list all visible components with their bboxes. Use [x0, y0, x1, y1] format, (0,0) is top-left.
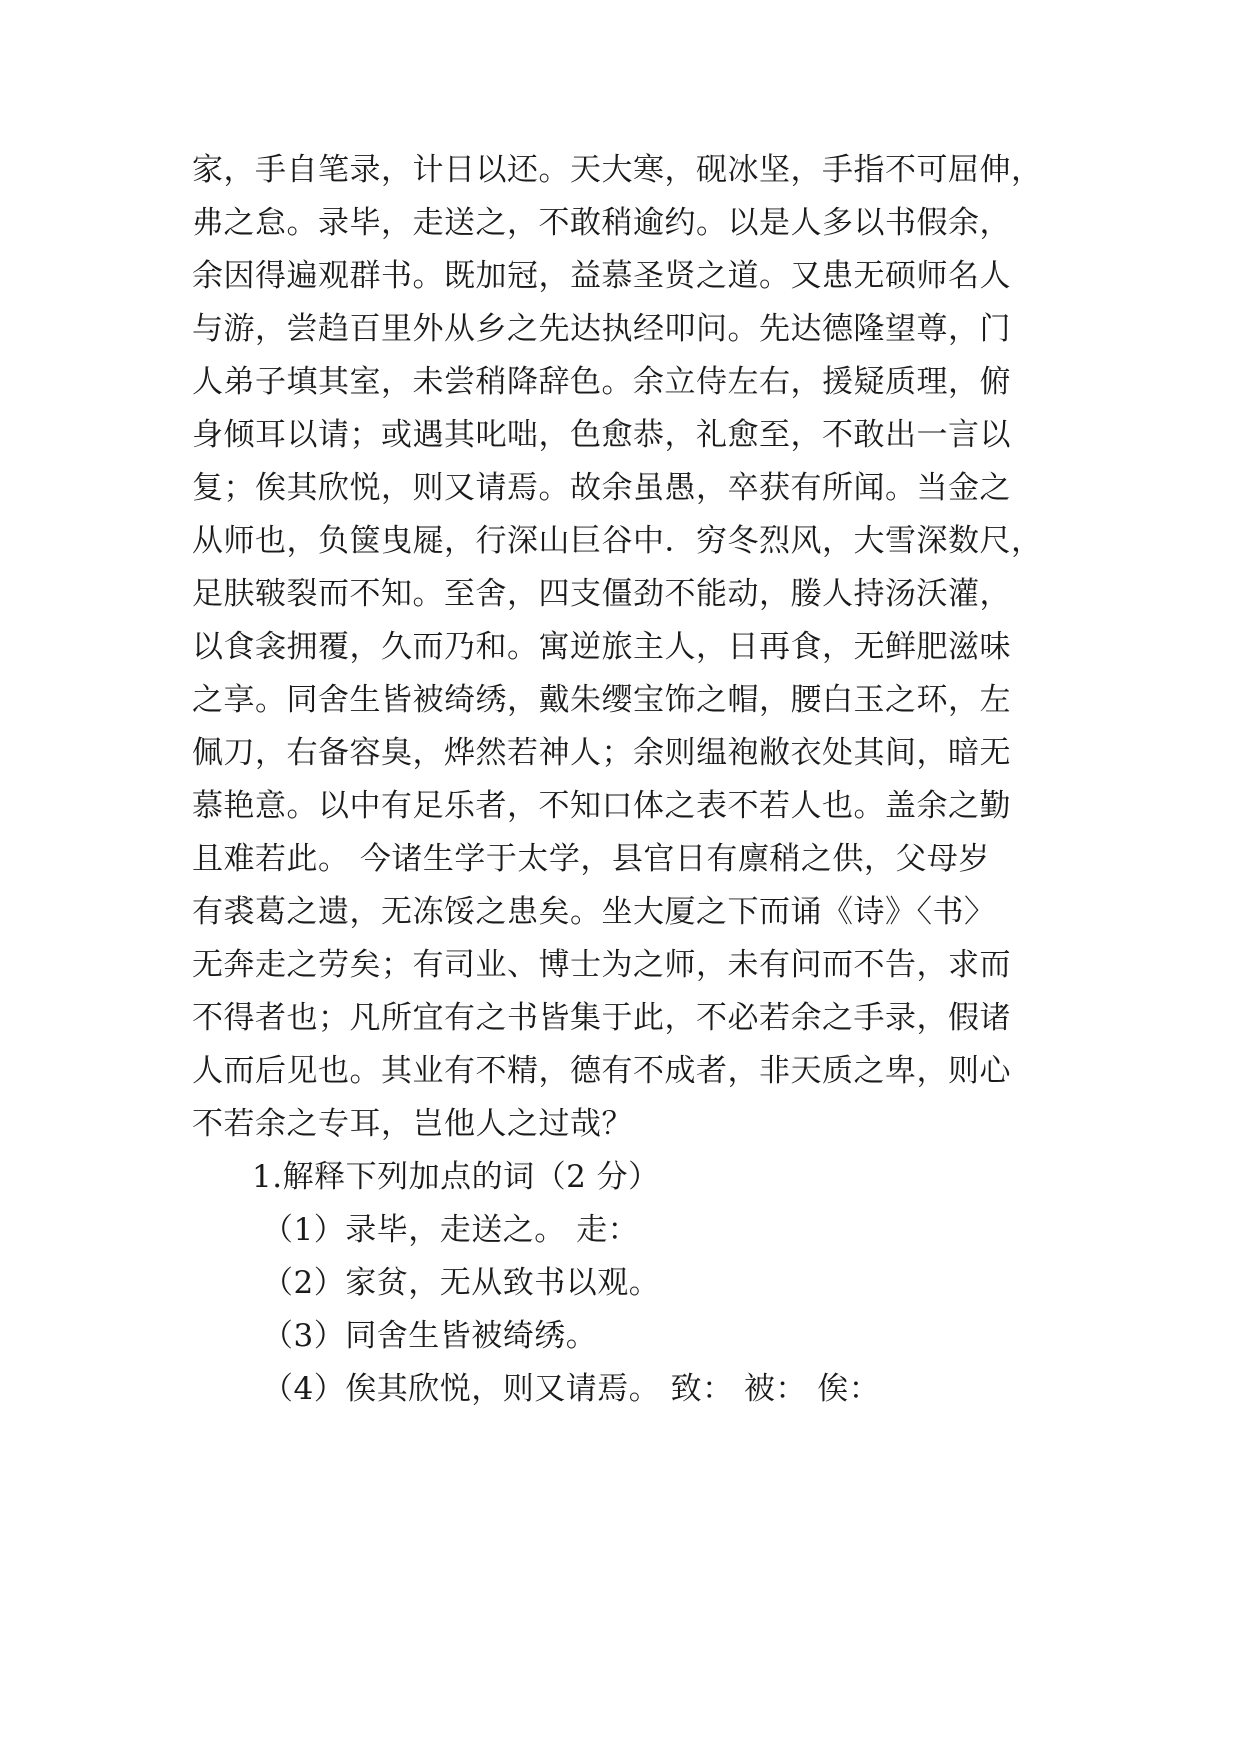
passage-line: 复；俟其欣悦，则又请焉。故余虽愚，卒获有所闻。当金之 — [192, 470, 1011, 506]
passage-line: 不若余之专耳，岂他人之过哉？ — [192, 1106, 633, 1142]
passage-line: 之享。同舍生皆被绮绣，戴朱缨宝饰之帽，腰白玉之环，左 — [192, 682, 1011, 718]
question-item: （3）同舍生皆被绮绣。 — [262, 1318, 598, 1354]
passage-line: 且难若此。 今诸生学于太学，县官日有廪稍之供，父母岁 — [192, 841, 990, 877]
passage-line: 从师也，负箧曳屣，行深山巨谷中．穷冬烈风，大雪深数尺， — [192, 523, 1043, 559]
passage-line: 不得者也；凡所宜有之书皆集于此，不必若余之手录，假诸 — [192, 1000, 1011, 1036]
question-title: 1.解释下列加点的词（2 分） — [252, 1159, 660, 1195]
question-item: （4）俟其欣悦，则又请焉。 致： 被： 俟： — [262, 1371, 881, 1407]
question-item: （1）录毕，走送之。 走： — [262, 1212, 640, 1248]
passage-line: 佩刀，右备容臭，烨然若神人；余则缊袍敝衣处其间，暗无 — [192, 735, 1011, 771]
question-item: （2）家贫，无从致书以观。 — [262, 1265, 661, 1301]
passage-line: 人而后见也。其业有不精，德有不成者，非天质之卑，则心 — [192, 1053, 1011, 1089]
passage-line: 无奔走之劳矣；有司业、博士为之师，未有问而不告，求而 — [192, 947, 1011, 983]
passage-line: 与游，尝趋百里外从乡之先达执经叩问。先达德隆望尊，门 — [192, 311, 1011, 347]
passage-line: 足肤皲裂而不知。至舍，四支僵劲不能动，媵人持汤沃灌， — [192, 576, 1011, 612]
passage-line: 人弟子填其室，未尝稍降辞色。余立侍左右，援疑质理，俯 — [192, 364, 1011, 400]
passage-line: 以食衾拥覆，久而乃和。寓逆旅主人，日再食，无鲜肥滋味 — [192, 629, 1011, 665]
passage-line: 慕艳意。以中有足乐者，不知口体之表不若人也。盖余之勤 — [192, 788, 1011, 824]
passage-line: 身倾耳以请；或遇其叱咄，色愈恭，礼愈至，不敢出一言以 — [192, 417, 1011, 453]
passage-line: 余因得遍观群书。既加冠，益慕圣贤之道。又患无硕师名人 — [192, 258, 1011, 294]
passage-line: 弗之怠。录毕，走送之，不敢稍逾约。以是人多以书假余， — [192, 205, 1011, 241]
passage-line: 有裘葛之遗，无冻馁之患矣。坐大厦之下而诵《诗》〈书〉 — [192, 894, 996, 930]
passage-line: 家，手自笔录，计日以还。天大寒，砚冰坚，手指不可屈伸， — [192, 152, 1043, 188]
